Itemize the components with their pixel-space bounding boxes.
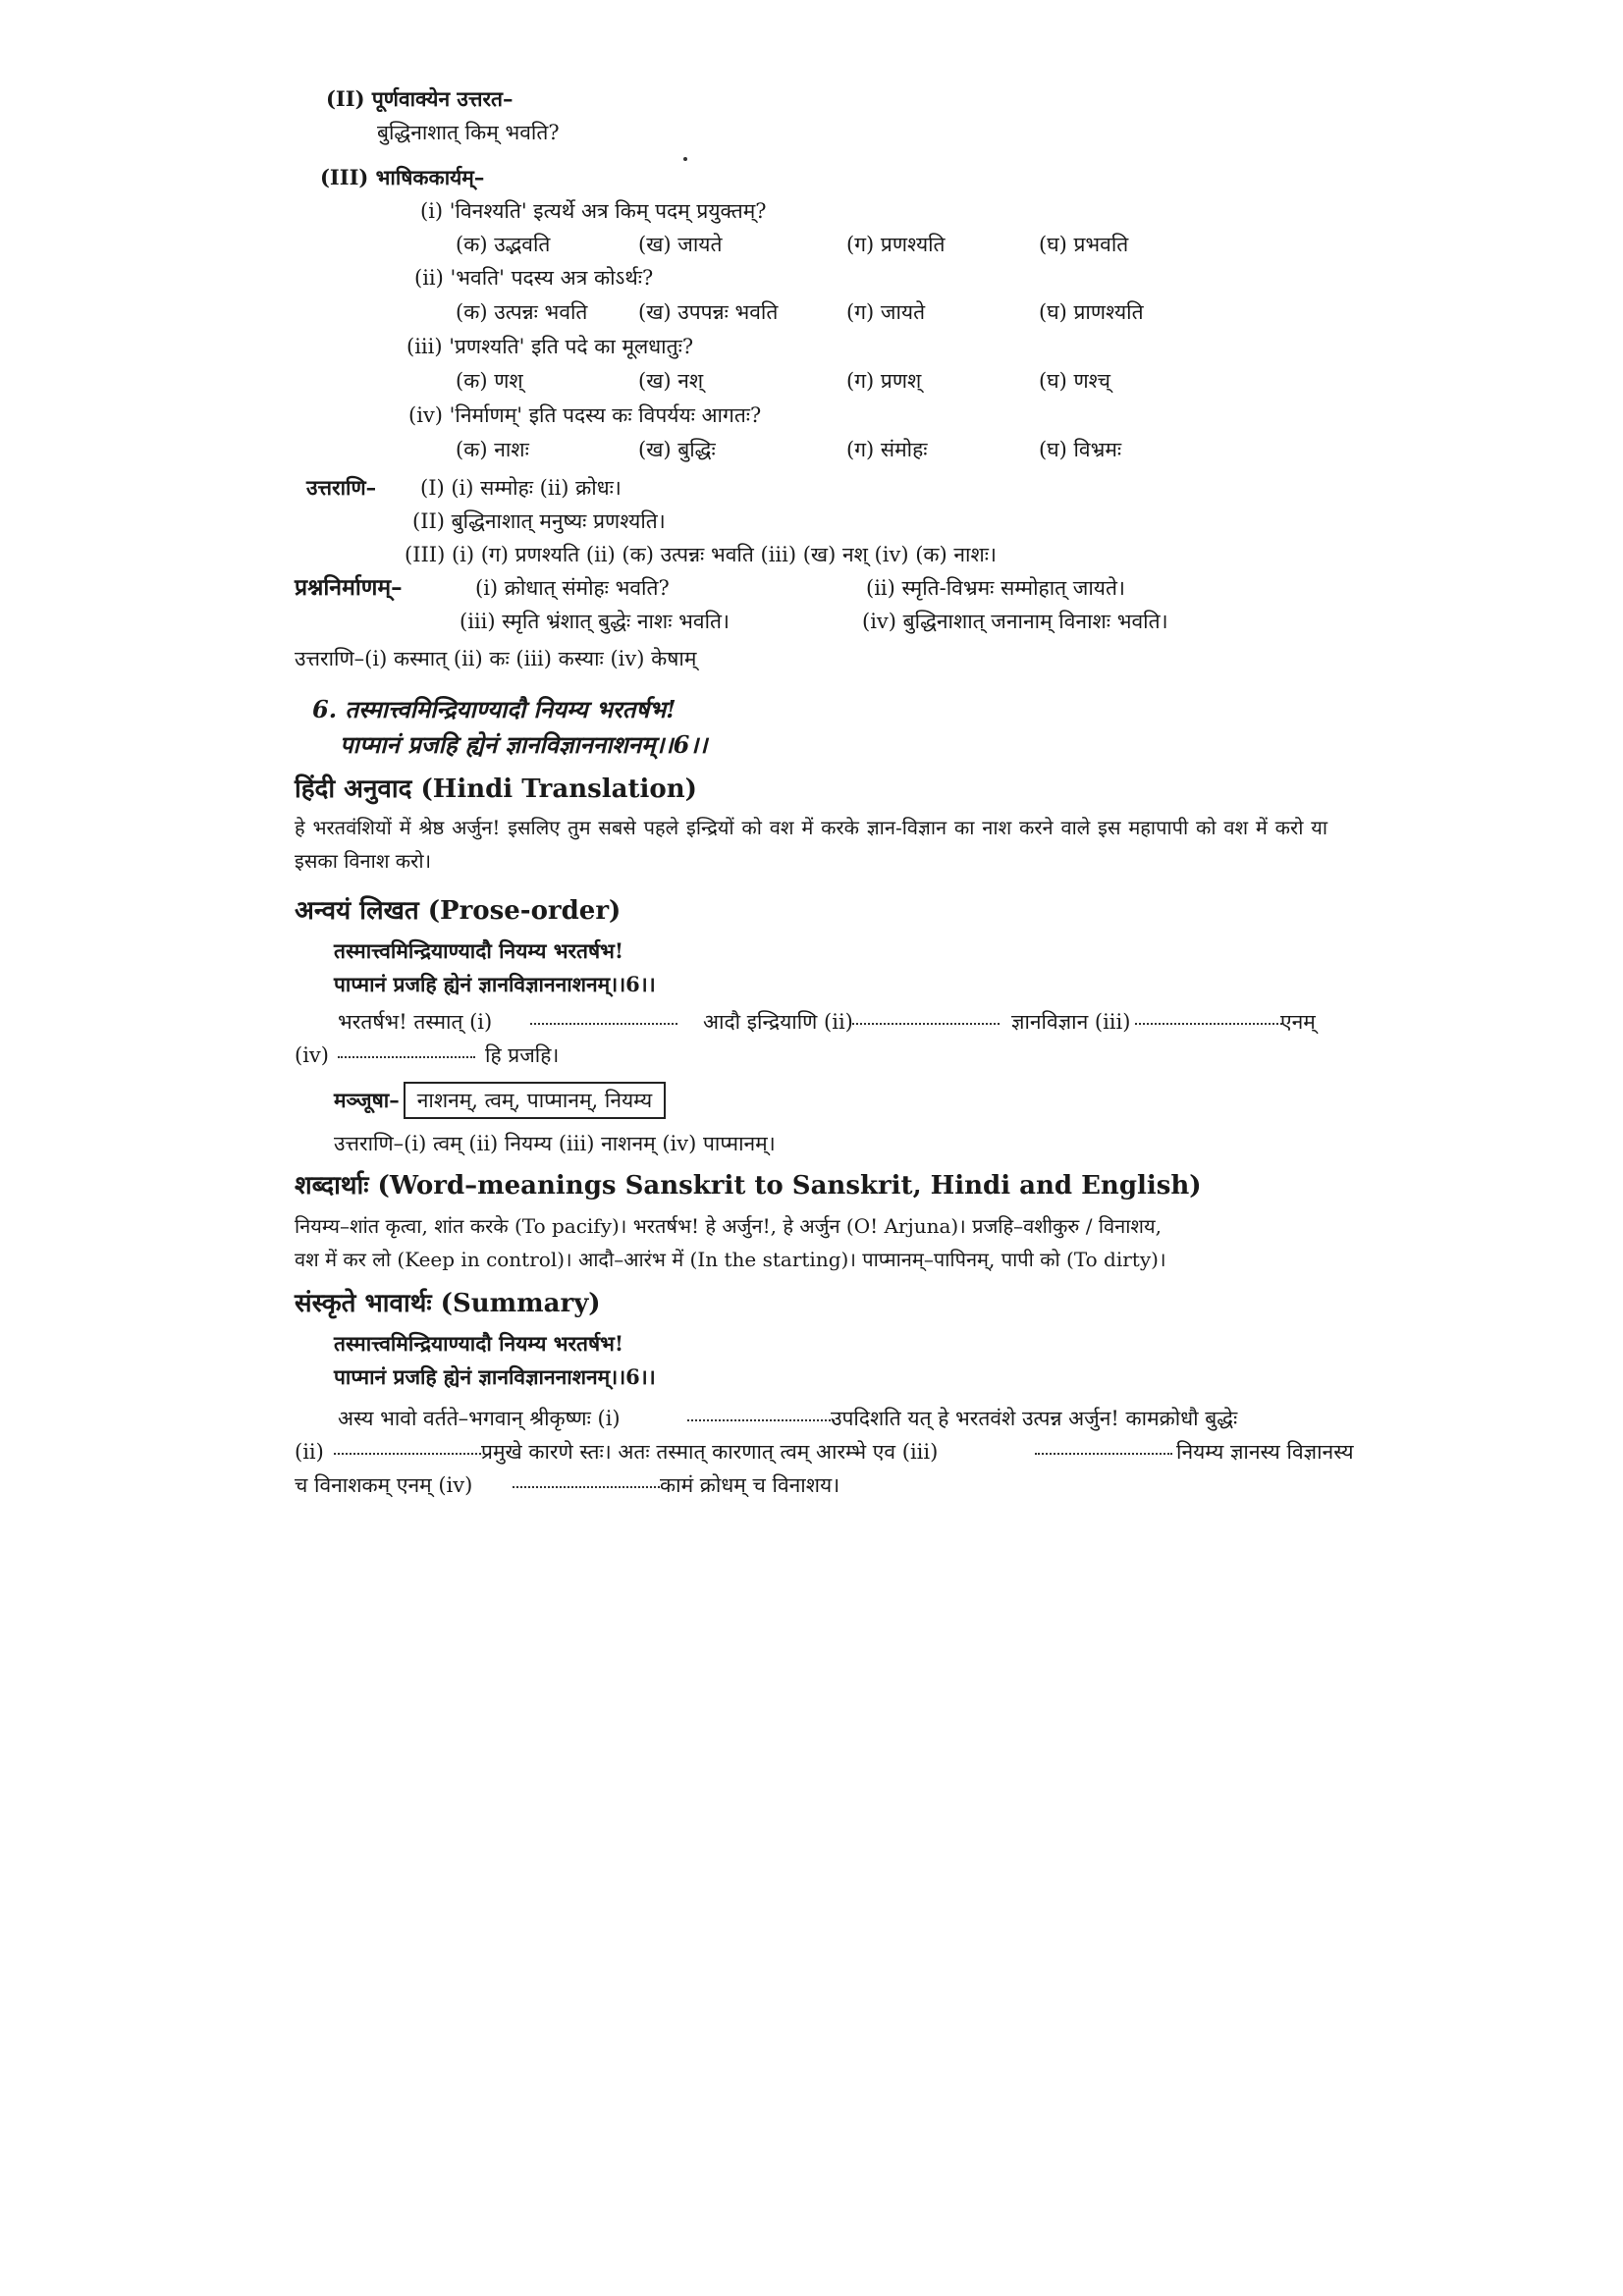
answers-line-2: (II) बुद्धिनाशात् मनुष्यः प्रणश्यति।: [412, 509, 666, 533]
section-2-question: बुद्धिनाशात् किम् भवति?: [377, 121, 560, 144]
option: (घ) णश्च्: [1039, 369, 1110, 393]
mcq-2-question: (ii) 'भवति' पदस्य अत्र कोऽर्थः?: [414, 266, 654, 290]
fill-blank-ii: [842, 1003, 1009, 1033]
question-making-answers: उत्तराणि–(i) कस्मात् (ii) कः (iii) कस्याः (iv) केषाम्: [295, 647, 697, 670]
fill-text: एनम्: [1280, 1010, 1316, 1034]
option: (ख) जायते: [638, 233, 723, 256]
word-box: नाशनम्, त्वम्, पाप्मानम्, नियम्य: [404, 1082, 666, 1119]
option: (क) णश्: [456, 369, 523, 393]
word-meanings-line-1: नियम्य–शांत कृत्वा, शांत करके (To pacify)। भरतर्षभ! हे अर्जुन!, हे अर्जुन (O! Arjuna)। प्रजहि–वशीकुरु / विनाशय,: [295, 1214, 1162, 1238]
option: (घ) प्रभवति: [1039, 233, 1129, 256]
option: (ग) प्रणश्यति: [846, 233, 946, 256]
summary-text: प्रमुखे कारणे स्तः। अतः तस्मात् कारणात् त्वम् आरम्भे एव (iii): [481, 1440, 939, 1464]
answers-line-3: (III) (i) (ग) प्रणश्यति (ii) (क) उत्पन्नः भवति (iii) (ख) नश् (iv) (क) नाशः।: [405, 543, 997, 566]
summary-blank-iv: [503, 1467, 670, 1496]
summary-text: कामं क्रोधम् च विनाशय।: [660, 1473, 840, 1497]
section-2-heading: (II) पूर्णवाक्येन उत्तरत–: [326, 86, 514, 111]
question-making-ii: (ii) स्मृति-विभ्रमः सम्मोहात् जायते।: [866, 576, 1125, 600]
summary-verse-2: पाप्मानं प्रजहि ह्येनं ज्ञानविज्ञाननाशनम्।।6।।: [334, 1364, 656, 1389]
fill-text: भरतर्षभ! तस्मात् (i): [338, 1010, 493, 1034]
mcq-1-question: (i) 'विनश्यति' इत्यर्थे अत्र किम् पदम् प्रयुक्तम्?: [420, 199, 767, 223]
word-box-row: [334, 1082, 666, 1119]
option: (ख) नश्: [638, 369, 704, 393]
mcq-3-question: (iii) 'प्रणश्यति' इति पदे का मूलधातुः?: [406, 335, 694, 358]
option: (घ) प्राणश्यति: [1039, 300, 1144, 324]
fill-blank-iv: [328, 1037, 485, 1066]
fill-text: आदौ इन्द्रियाणि (ii): [703, 1010, 853, 1034]
hindi-translation-heading: हिंदी अनुवाद (Hindi Translation): [295, 774, 697, 804]
answers-label: उत्तराणि–: [306, 475, 377, 500]
summary-text: च विनाशकम् एनम् (iv): [295, 1473, 473, 1497]
summary-heading: संस्कृते भावार्थः (Summary): [295, 1289, 601, 1318]
stray-dot: [683, 157, 687, 161]
summary-text: (ii): [295, 1440, 324, 1464]
summary-blank-iii: [1025, 1433, 1182, 1463]
verse-6-line-2: पाप्मानं प्रजहि ह्येनं ज्ञानविज्ञाननाशनम्।।6।।: [340, 730, 708, 759]
section-3-heading: (III) भाषिककार्यम्–: [320, 165, 485, 189]
question-making-iv: (iv) बुद्धिनाशात् जनानाम् विनाशः भवति।: [862, 610, 1168, 633]
prose-order-heading: अन्वयं लिखत (Prose-order): [295, 896, 622, 926]
option: (घ) विभ्रमः: [1039, 438, 1122, 461]
prose-order-answers: उत्तराणि–(i) त्वम् (ii) नियम्य (iii) नाशनम् (iv) पाप्मानम्।: [334, 1132, 776, 1155]
option: (ग) जायते: [846, 300, 926, 324]
option: (ख) उपपन्नः भवति: [638, 300, 779, 324]
fill-text: हि प्रजहि।: [485, 1043, 560, 1067]
fill-text: ज्ञानविज्ञान (iii): [1011, 1010, 1131, 1034]
summary-blank-i: [677, 1400, 844, 1429]
option: (क) उत्पन्नः भवति: [456, 300, 588, 324]
fill-text: (iv): [295, 1043, 329, 1067]
summary-verse-1: तस्मात्त्वमिन्द्रियाण्यादौ नियम्य भरतर्षभ!: [334, 1331, 624, 1356]
fill-blank-iii: [1125, 1003, 1292, 1033]
question-making-i: (i) क्रोधात् संमोहः भवति?: [475, 576, 670, 600]
question-making-iii: (iii) स्मृति भ्रंशात् बुद्धेः नाशः भवति।: [460, 610, 730, 633]
prose-order-verse-1: तस्मात्त्वमिन्द्रियाण्यादौ नियम्य भरतर्षभ!: [334, 938, 624, 963]
question-making-label: प्रश्ननिर्माणम्–: [295, 574, 403, 601]
hindi-translation-text: हे भरतवंशियों में श्रेष्ठ अर्जुन! इसलिए तुम सबसे पहले इन्द्रियों को वश में करके ज्ञान-विज्ञान का नाश करने वाले इस महापापी को वश में करो या इसका विनाश करो।: [295, 816, 1327, 873]
verse-6-line-1: 6. तस्मात्त्वमिन्द्रियाण्यादौ नियम्य भरतर्षभ!: [312, 695, 676, 723]
word-box-label: मञ्जूषा–: [334, 1088, 400, 1112]
summary-text: नियम्य ज्ञानस्य विज्ञानस्य: [1176, 1440, 1354, 1464]
summary-text: उपदिशति यत् हे भरतवंशे उत्पन्न अर्जुन! कामक्रोधौ बुद्धेः: [831, 1407, 1238, 1430]
mcq-4-question: (iv) 'निर्माणम्' इति पदस्य कः विपर्ययः आगतः?: [408, 403, 762, 427]
prose-order-verse-2: पाप्मानं प्रजहि ह्येनं ज्ञानविज्ञाननाशनम्।।6।।: [334, 972, 656, 996]
option: (क) नाशः: [456, 438, 529, 461]
answers-line-1: (I) (i) सम्मोहः (ii) क्रोधः।: [420, 476, 622, 500]
option: (ग) संमोहः: [846, 438, 928, 461]
option: (ग) प्रणश्: [846, 369, 922, 393]
word-meanings-line-2: वश में कर लो (Keep in control)। आदौ–आरंभ में (In the starting)। पाप्मानम्–पापिनम्, पापी को (To dirty)।: [295, 1248, 1166, 1271]
option: (क) उद्भवति: [456, 233, 551, 256]
option: (ख) बुद्धिः: [638, 438, 716, 461]
fill-blank-i: [520, 1003, 687, 1033]
summary-text: अस्य भावो वर्तते–भगवान् श्रीकृष्णः (i): [338, 1407, 621, 1430]
word-meanings-heading: शब्दार्थाः (Word–meanings Sanskrit to Sanskrit, Hindi and English): [295, 1171, 1202, 1201]
summary-blank-ii: [324, 1433, 491, 1463]
